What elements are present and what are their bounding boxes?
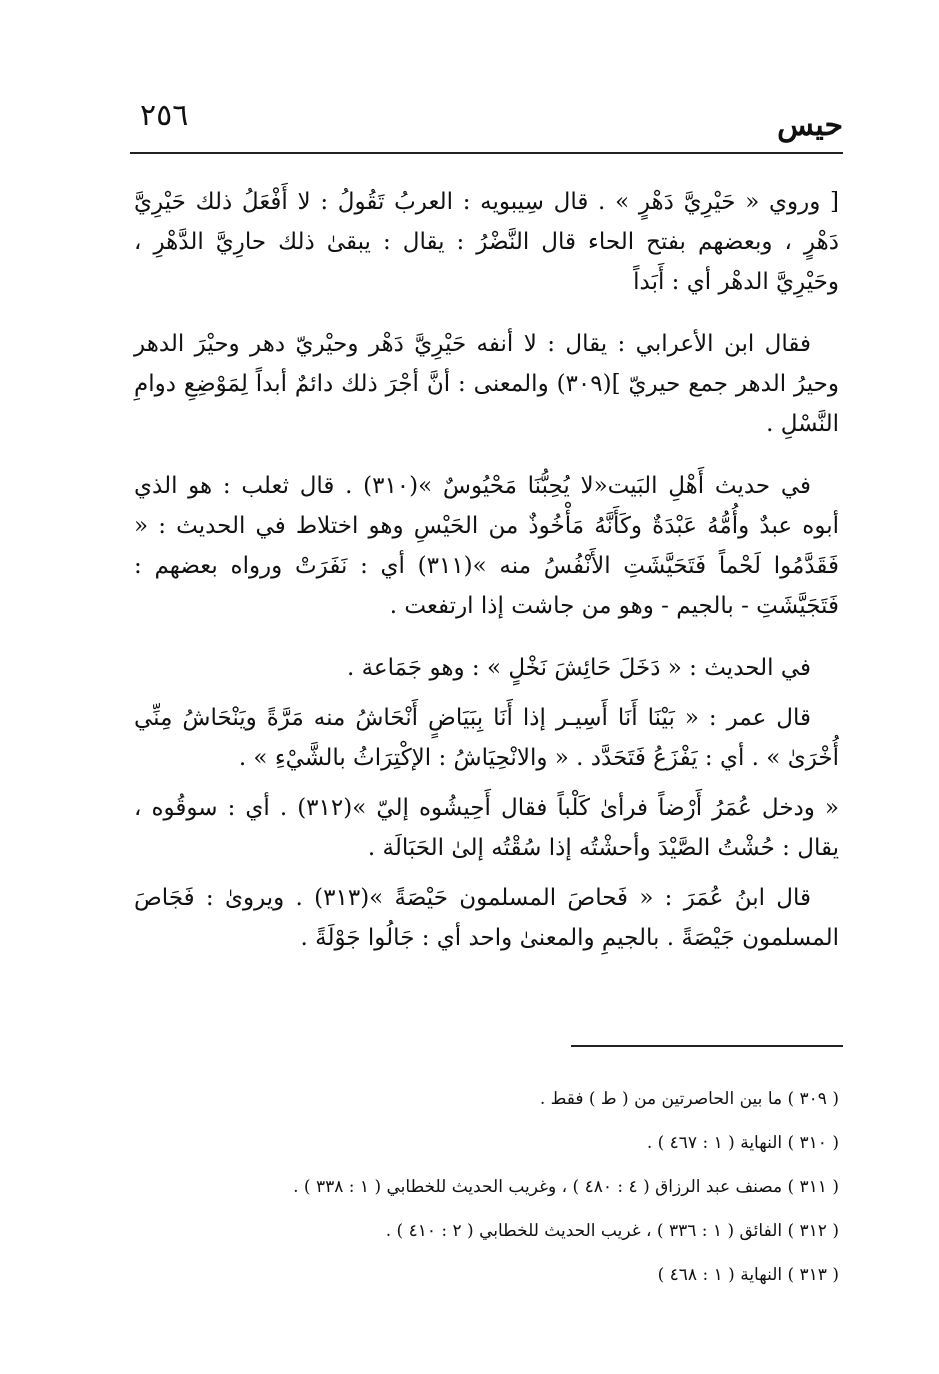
header-rule (130, 152, 843, 154)
footnote-309: ( ٣٠٩ ) ما بين الحاصرتين من ( ط ) فقط . (539, 1089, 839, 1109)
footnote-311: ( ٣١١ ) مصنف عبد الرزاق ( ٤ : ٤٨٠ ) ، وغريب الحديث للخطابي ( ١ : ٣٣٨ ) . (293, 1177, 839, 1197)
footnote-312: ( ٣١٢ ) الفائق ( ١ : ٣٣٦ ) ، غريب الحديث للخطابي ( ٢ : ٤١٠ ) . (385, 1221, 839, 1241)
main-text (134, 182, 839, 980)
paragraph-ahishuh: « ودخل عُمَرُ أَرْضاً فرأىٰ كَلْباً فقال أَحِيشُوه إليّ »(٣١٢) . أي : سوقُوه ، يقال : حُشْتُ الصَّيْدَ وأحشْتُه إذا سُقْتُه إلىٰ الحَبَالَة . (134, 795, 840, 861)
paragraph-haish-nakhl: في الحديث : « دَخَلَ حَائِشَ نَخْلٍ » : وهو جَمَاعة . (346, 655, 811, 681)
paragraph-ibn-alarabi: فقال ابن الأعرابي : يقال : لا أنفه حَيْرِيَّ دَهْر وحيْريّ دهر وحيْرَ الدهر وحيرُ الدهر جمع حيريّ ](٣٠٩) والمعنى : أنَّ أجْرَ ذلك دائمٌ أبداً لِمَوْضِعِ دوامِ النَّسْلِ . (134, 331, 839, 437)
running-head: حيس (777, 108, 843, 143)
page-number: ٢٥٦ (140, 98, 189, 133)
footnote-313: ( ٣١٣ ) النهاية ( ١ : ٤٦٨ ) (657, 1265, 839, 1285)
paragraph-mahyus: في حديث أَهْلِ البَيت«لا يُحِبُّنَا مَحْيُوسٌ »(٣١٠) . قال ثعلب : هو الذي أبوه عبدٌ وأُمُّهُ عَبْدَةٌ وكَأَنَّهُ مَأْخُوذٌ من الحَيْسِ وهو اختلاط في الحديث : « فَقَدَّمُوا لَحْماً فَتَحَيَّشَتِ الأَنْفُسُ منه »(٣١١) أي : نَفَرَتْ ورواه بعضهم : فَتَجَيَّشَتِ - بالجيم - وهو من جاشت إذا ارتفعت . (134, 473, 839, 619)
footnotes (134, 1088, 839, 1308)
paragraph-haysa: قال ابنُ عُمَرَ : « فَحاصَ المسلمون حَيْصَةً »(٣١٣) . ويروىٰ : فَجَاصَ المسلمون جَيْصَةً . بالجيمِ والمعنىٰ واحد أي : جَالُوا جَوْلَةً . (134, 885, 839, 951)
footnote-rule (571, 1045, 843, 1047)
paragraph-umar-inhiyash: قال عمر : « بَيْنَا أَنَا أَسِيـر إذا أَنَا بِبَيَاضٍ أَنْحَاشُ منه مَرَّةً ويَنْحَاشُ مِنِّي أُخْرَىٰ » . أي : يَفْزَعُ فَتَحَدَّد . « والانْحِيَاشُ : الإكْتِرَاثُ بالشَّيْءِ » . (134, 705, 839, 771)
page-header (130, 96, 843, 146)
footnote-310: ( ٣١٠ ) النهاية ( ١ : ٤٦٧ ) . (646, 1133, 839, 1153)
paragraph-hayri-dahr: [ وروي « حَيْرِيَّ دَهْرٍ » . قال سِيبويه : العربُ تَقُولُ : لا أَفْعَلُ ذلك حَيْرِيَّ دَهْرٍ ، وبعضهم بفتح الحاء قال النَّضْرُ : يقال : يبقىٰ ذلك حارِيَّ الدَّهْرِ ، وحَيْرِيَّ الدهْر أي : أَبَداً (134, 189, 839, 295)
